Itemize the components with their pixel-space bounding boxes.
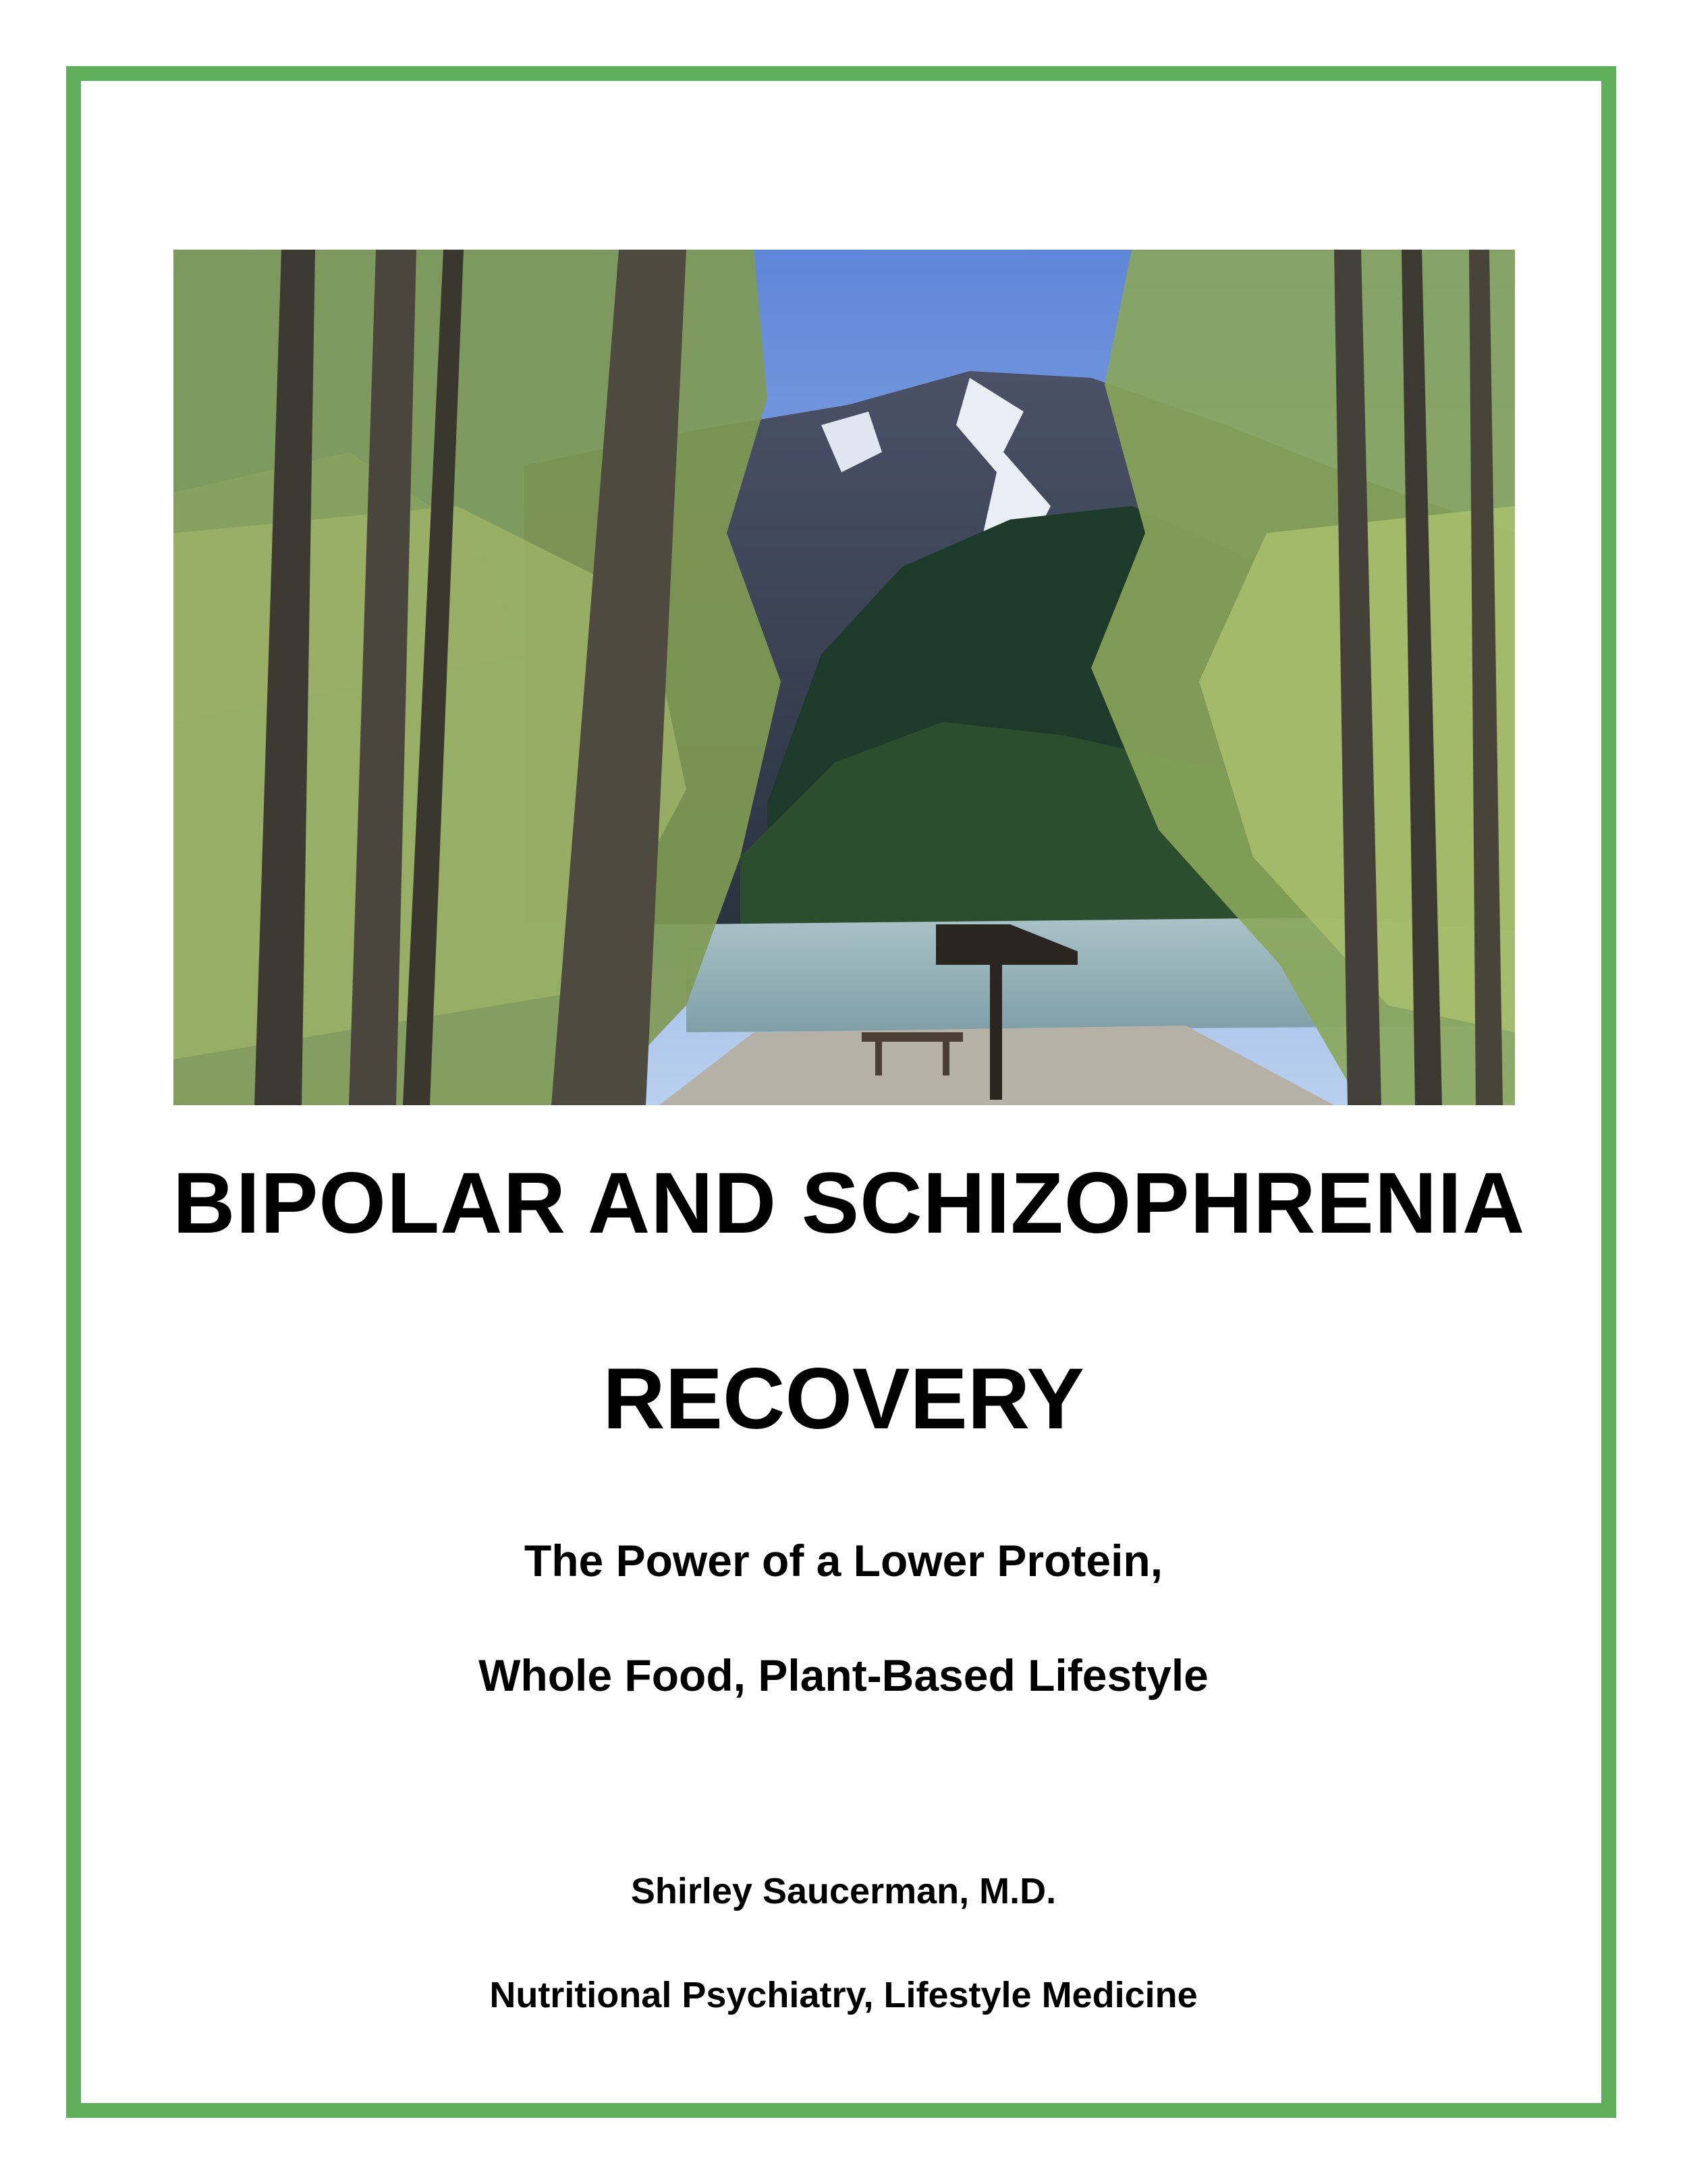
author-specialty: Nutritional Psychiatry, Lifestyle Medicine — [489, 1975, 1198, 2015]
book-subtitle-line-1: The Power of a Lower Protein, — [524, 1536, 1163, 1586]
book-title-line-1: BIPOLAR AND SCHIZOPHRENIA — [173, 1155, 1526, 1252]
book-subtitle-line-2: Whole Food, Plant-Based Lifestyle — [478, 1650, 1209, 1700]
book-title-line-2: RECOVERY — [603, 1351, 1084, 1447]
author-name: Shirley Saucerman, M.D. — [630, 1871, 1057, 1911]
cover-photo-forest-mountain-lake — [173, 250, 1515, 1105]
